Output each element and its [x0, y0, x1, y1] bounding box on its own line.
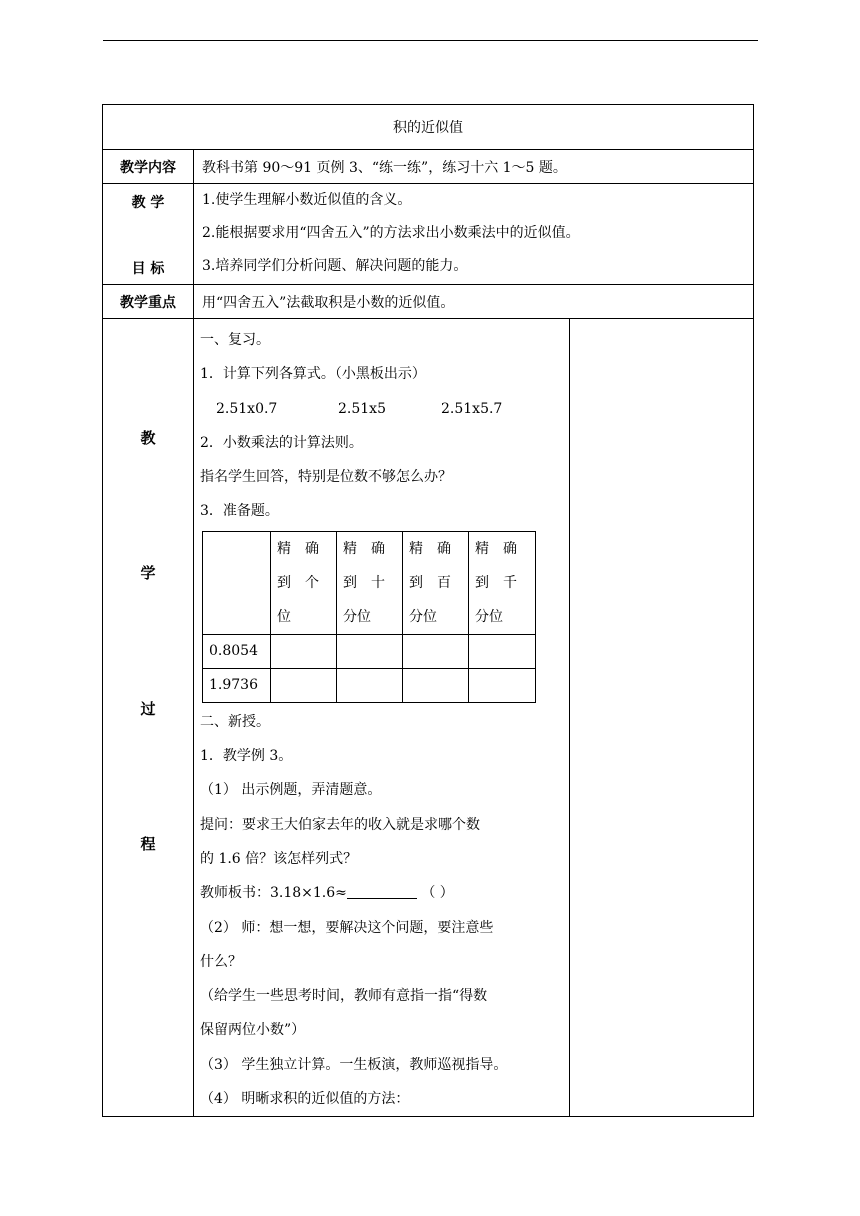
prep-empty-cell [469, 634, 536, 668]
header-rule [103, 40, 758, 41]
prep-header-line: 到 百 [409, 574, 451, 591]
prep-header-line: 精 确 [409, 540, 451, 557]
review-item-3: 3．准备题。 [200, 503, 279, 520]
answer-blank [347, 884, 417, 899]
process-content [194, 319, 570, 1117]
step-1: （1） 出示例题，弄清题意。 [200, 782, 382, 799]
review-item-1: 1．计算下列各算式。（小黑板出示） [200, 366, 426, 383]
board-text: 教师板书：3.18×1.6≈ [200, 885, 347, 902]
prep-empty-cell [271, 634, 337, 668]
goal-item: 2.能根据要求用“四舍五入”的方法求出小数乘法中的近似值。 [202, 225, 580, 241]
prep-header-line: 到 十 [343, 574, 385, 591]
process-label-char: 学 [140, 564, 156, 582]
new-lesson-heading: 二、新授。 [200, 713, 270, 730]
prep-empty-cell [271, 668, 337, 702]
expression: 2.51x0.7 [216, 400, 278, 417]
prep-row-value: 1.9736 [203, 668, 271, 702]
prep-empty-cell [469, 668, 536, 702]
process-label-char: 程 [140, 835, 156, 853]
prep-header [337, 531, 403, 634]
step-2-line-4: 保留两位小数”） [200, 1022, 306, 1039]
expression: 2.51x5 [338, 400, 386, 417]
prep-header-line: 精 确 [475, 540, 517, 557]
expression: 2.51x5.7 [441, 400, 503, 417]
focus-label: 教学重点 [103, 285, 194, 319]
focus-text: 用“四舍五入”法截取积是小数的近似值。 [194, 285, 754, 319]
goal-item: 1.使学生理解小数近似值的含义。 [202, 192, 412, 208]
goals-label [103, 184, 194, 285]
goal-item: 3.培养同学们分析问题、解决问题的能力。 [202, 258, 468, 274]
prep-empty-cell [337, 634, 403, 668]
content-text: 教科书第 90～91 页例 3、“练一练”，练习十六 1～5 题。 [194, 150, 754, 184]
preparation-table [202, 531, 536, 703]
question-line-2: 的 1.6 倍？该怎样列式？ [200, 850, 358, 867]
lesson-title: 积的近似值 [103, 105, 754, 150]
step-4: （4） 明晰求积的近似值的方法： [200, 1091, 410, 1108]
board-paren: （ ） [421, 885, 454, 902]
step-3: （3） 学生独立计算。一生板演，教师巡视指导。 [200, 1056, 508, 1073]
new-lesson-item-1: 1．教学例 3。 [200, 748, 293, 765]
step-2-line-1: （2） 师：想一想，要解决这个问题，要注意些 [200, 919, 494, 936]
board-line [200, 876, 565, 910]
review-heading: 一、复习。 [200, 332, 270, 348]
prep-header-line: 精 确 [343, 540, 385, 557]
review-expressions [200, 392, 565, 426]
prep-header [403, 531, 469, 634]
prep-header [271, 531, 337, 634]
prep-header-line: 到 个 [277, 574, 319, 591]
process-label [103, 319, 194, 1117]
prep-header-line: 精 确 [277, 540, 319, 557]
content-label: 教学内容 [103, 150, 194, 184]
goals-label-bottom: 目 标 [131, 261, 165, 277]
goals-list [194, 184, 754, 285]
process-label-char: 过 [140, 700, 156, 718]
prep-header-line: 分位 [343, 608, 371, 625]
process-label-char: 教 [140, 429, 156, 447]
review-item-2-note: 指名学生回答，特别是位数不够怎么办？ [200, 469, 452, 486]
step-2-line-2: 什么？ [200, 953, 242, 970]
prep-header-line: 位 [277, 608, 291, 625]
prep-header-line: 分位 [475, 608, 503, 625]
prep-empty-cell [403, 634, 469, 668]
lesson-plan-table [102, 104, 754, 1117]
prep-empty-cell [337, 668, 403, 702]
prep-header-line: 分位 [409, 608, 437, 625]
goals-label-top: 教 学 [131, 195, 165, 211]
prep-empty-cell [403, 668, 469, 702]
question-line-1: 提问：要求王大伯家去年的收入就是求哪个数 [200, 816, 480, 833]
prep-header [469, 531, 536, 634]
review-item-2: 2．小数乘法的计算法则。 [200, 434, 363, 451]
prep-corner-cell [203, 531, 271, 634]
prep-row-value: 0.8054 [203, 634, 271, 668]
prep-header-line: 到 千 [475, 574, 517, 591]
notes-column [570, 319, 754, 1117]
step-2-line-3: （给学生一些思考时间，教师有意指一指“得数 [200, 988, 488, 1005]
